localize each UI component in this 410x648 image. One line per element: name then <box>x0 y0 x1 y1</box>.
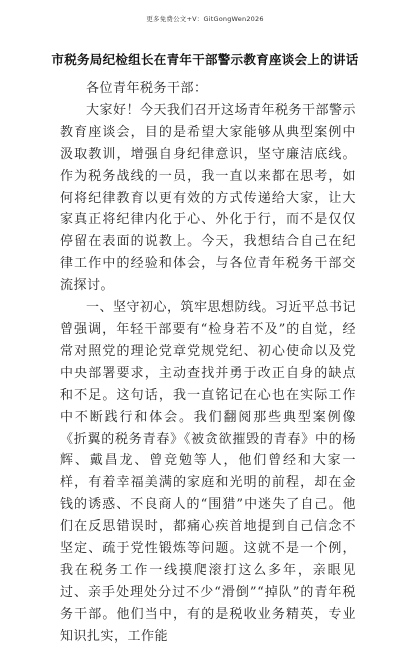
paragraph-2: 一、坚守初心，筑牢思想防线。习近平总书记曾强调，年轻干部要有“检身若不及”的自觉，经常对照党的理论党章党规党纪、初心使命以及党中央部署要求，主动查找并勇于改正自身的缺点和不足。这句话，我一直铭记在心也在实际工作中不断践行和体会。我们翻阅那些典型案例像《折翼的税务青春》《被贪欲摧毁的青春》中的杨辉、戴昌龙、曾竞勉等人，他们曾经和大家一样，有着幸福美满的家庭和光明的前程，却在金钱的诱惑、不良商人的“围猎”中迷失了自己。他们在反思错误时，都痛心疾首地提到自己信念不坚定、疏于党性锻炼等问题。这就不是一个例，我在税务工作一线摸爬滚打这么多年，亲眼见过、亲手处理处分过不少“滑倒”“掉队”的青年税务干部。他们当中，有的是税收业务精英，专业知识扎实，工作能 <box>60 300 357 644</box>
document-title: 市税务局纪检组长在青年干部警示教育座谈会上的讲话 <box>51 52 359 67</box>
salutation: 各位青年税务干部： <box>86 81 208 96</box>
header-note: 更多免费公文+V：GitGongWen2026 <box>146 15 264 23</box>
document-body <box>60 78 356 648</box>
paragraph-1: 大家好！今天我们召开这场青年税务干部警示教育座谈会，目的是希望大家能够从典型案例中汲取教训，增强自身纪律意识，坚守廉洁底线。作为税务战线的一员，我一直以来都在思考，如何将纪律教育以更有效的方式传递给大家，让大家真正将纪律内化于心、外化于行，而不是仅仅停留在表面的说教上。今天，我想结合自己在纪律工作中的经验和体会，与各位青年税务干部交流探讨。 <box>60 102 357 294</box>
